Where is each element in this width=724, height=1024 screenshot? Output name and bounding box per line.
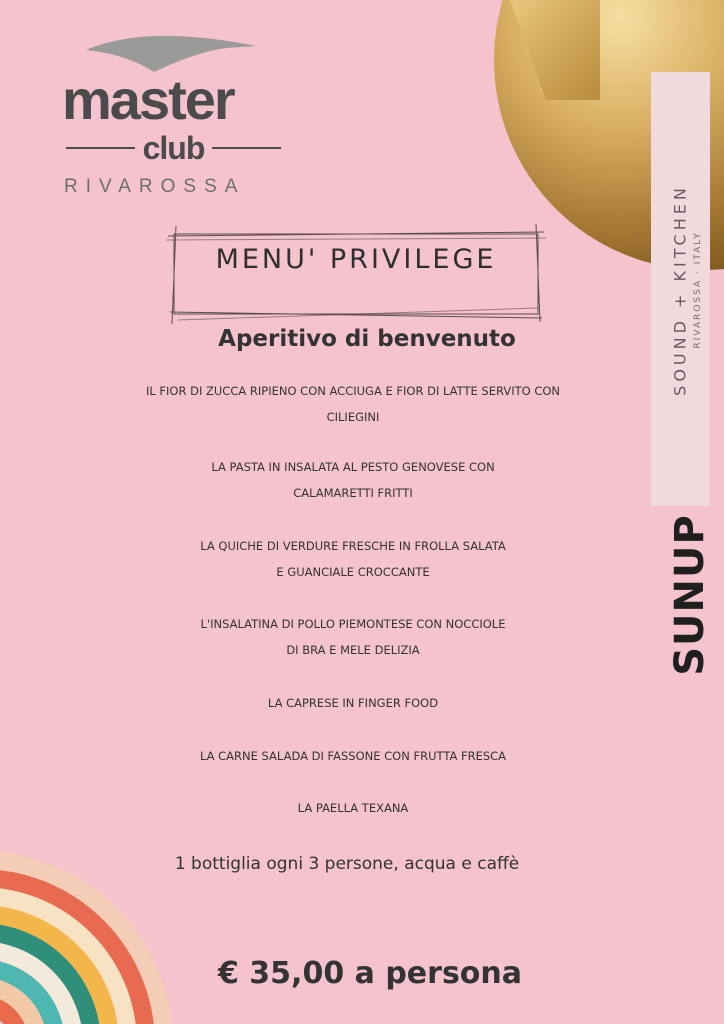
menu-item-line: LA QUICHE DI VERDURE FRESCHE IN FROLLA SALATA xyxy=(200,539,506,553)
menu-item xyxy=(110,795,596,821)
menu-item xyxy=(110,378,596,430)
menu-item-line: DI BRA E MELE DELIZIA xyxy=(286,643,420,657)
menu-item-line: IL FIOR DI ZUCCA RIPIENO CON ACCIUGA E FIOR DI LATTE SERVITO CON xyxy=(145,384,561,398)
logo-master: master xyxy=(62,68,234,131)
menu-item-line: LA CAPRESE IN FINGER FOOD xyxy=(267,696,439,710)
logo-rivarossa: RIVAROSSA xyxy=(64,176,246,197)
menu-item-line: CALAMARETTI FRITTI xyxy=(293,486,413,500)
rainbow-decoration xyxy=(0,830,180,1024)
logo-divider xyxy=(66,147,135,149)
menu-item xyxy=(110,611,596,663)
sound-kitchen-label: SOUND + KITCHEN xyxy=(670,184,690,396)
menu-item-line: L'INSALATINA DI POLLO PIEMONTESE CON NOCCIOLE xyxy=(200,617,506,631)
menu-item-line: E GUANCIALE CROCCANTE xyxy=(276,565,430,579)
drinks-note: 1 bottiglia ogni 3 persone, acqua e caffè xyxy=(174,854,520,874)
menu-item xyxy=(110,690,596,716)
price-label: € 35,00 a persona xyxy=(217,956,523,991)
menu-subtitle: Aperitivo di benvenuto xyxy=(218,326,516,352)
location-label: RIVAROSSA · ITALY xyxy=(693,231,703,349)
menu-title: MENU' PRIVILEGE xyxy=(215,244,497,275)
logo-club-row xyxy=(66,132,281,164)
menu-item-line: LA PAELLA TEXANA xyxy=(297,801,409,815)
sunup-logo: SUNUP xyxy=(667,514,713,676)
menu-item xyxy=(110,533,596,585)
logo-divider xyxy=(212,147,281,149)
menu-item-line: CILIEGINI xyxy=(326,410,380,424)
menu-item xyxy=(110,743,596,769)
logo-club: club xyxy=(142,130,205,166)
menu-item-line: LA PASTA IN INSALATA AL PESTO GENOVESE CON xyxy=(211,460,495,474)
menu-item xyxy=(110,454,596,506)
menu-item-line: LA CARNE SALADA DI FASSONE CON FRUTTA FRESCA xyxy=(199,749,507,763)
